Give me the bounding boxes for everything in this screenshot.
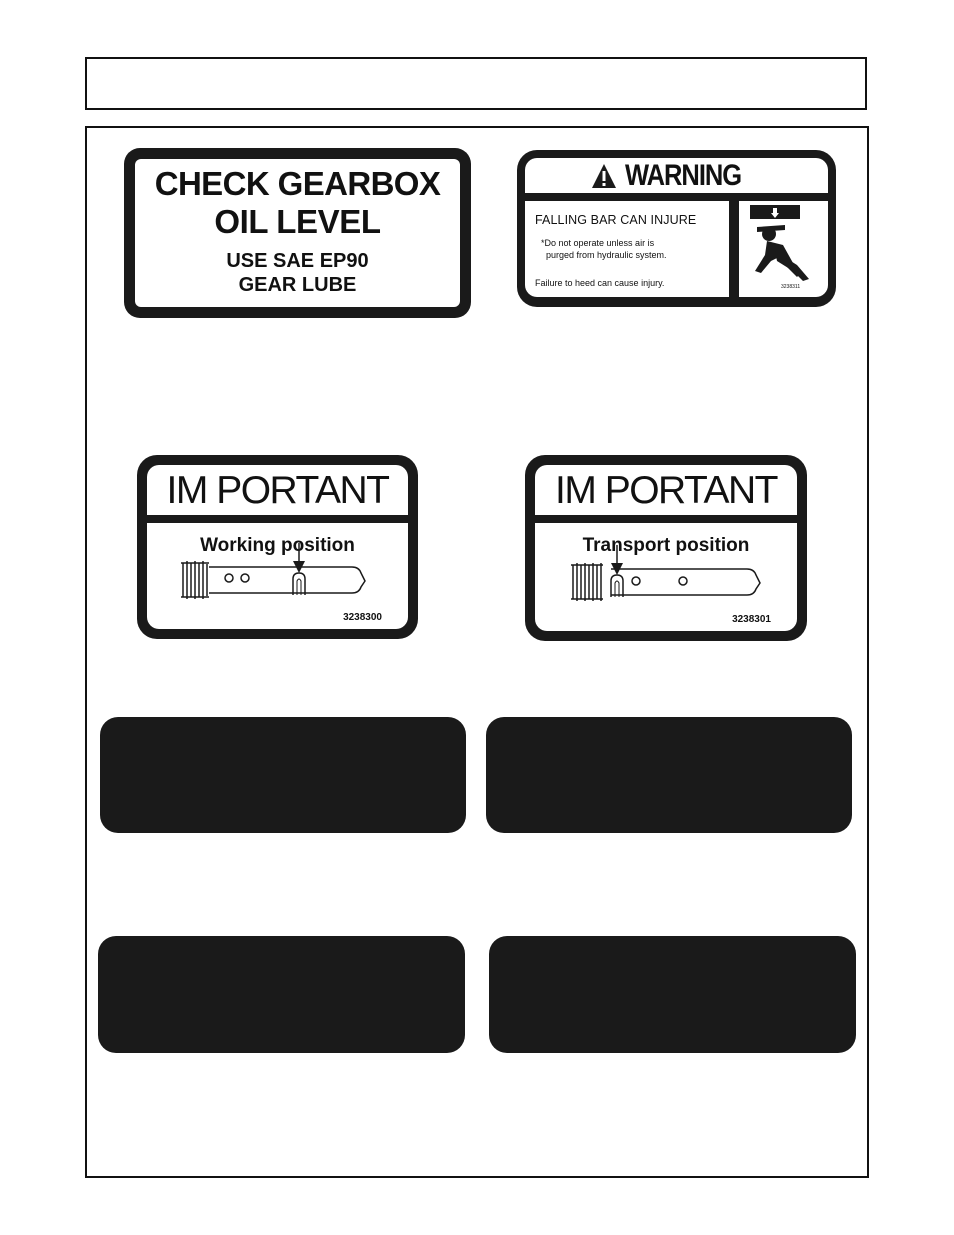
warning-bullet bbox=[535, 237, 729, 261]
working-decal-code: 3238300 bbox=[343, 612, 382, 623]
page-header-box bbox=[85, 57, 867, 110]
warning-header bbox=[525, 158, 828, 193]
gearbox-line-4: GEAR LUBE bbox=[238, 274, 357, 296]
warning-bullet-a: *Do not operate unless air is bbox=[541, 238, 655, 248]
blacked-out-decal-3 bbox=[98, 936, 465, 1053]
important-transport-body bbox=[535, 523, 797, 631]
warning-decal-code: 3238311 bbox=[781, 284, 801, 290]
working-position-label: Working position bbox=[200, 535, 355, 556]
transport-position-label: Transport position bbox=[582, 535, 750, 556]
check-gearbox-decal-face bbox=[135, 159, 460, 307]
blacked-out-decal-2 bbox=[486, 717, 852, 833]
important-transport-header bbox=[535, 465, 797, 515]
gearbox-line-2: OIL LEVEL bbox=[214, 203, 381, 240]
falling-bar-pictogram-icon bbox=[739, 201, 828, 297]
warning-bullet-b: purged from hydraulic system. bbox=[546, 250, 667, 260]
warning-title: WARNING bbox=[625, 158, 742, 192]
gearbox-line-1: CHECK GEARBOX bbox=[154, 165, 441, 202]
blacked-out-decal-4 bbox=[489, 936, 856, 1053]
blacked-out-decal-1 bbox=[100, 717, 466, 833]
gearbox-line-3: USE SAE EP90 bbox=[226, 250, 369, 272]
warning-decal bbox=[517, 150, 836, 307]
important-transport-title: IM PORTANT bbox=[555, 469, 777, 512]
important-working-body bbox=[147, 523, 408, 629]
warning-line-3: Failure to heed can cause injury. bbox=[535, 278, 665, 288]
important-working-title: IM PORTANT bbox=[166, 469, 389, 512]
warning-message bbox=[525, 201, 729, 297]
important-transport-decal bbox=[525, 455, 807, 641]
important-working-decal bbox=[137, 455, 418, 639]
check-gearbox-decal bbox=[124, 148, 471, 318]
warning-triangle-icon bbox=[591, 163, 617, 189]
important-working-header bbox=[147, 465, 408, 515]
transport-decal-code: 3238301 bbox=[732, 614, 771, 625]
warning-pictogram-panel bbox=[739, 201, 828, 297]
warning-line-1: FALLING BAR CAN INJURE bbox=[535, 213, 697, 227]
